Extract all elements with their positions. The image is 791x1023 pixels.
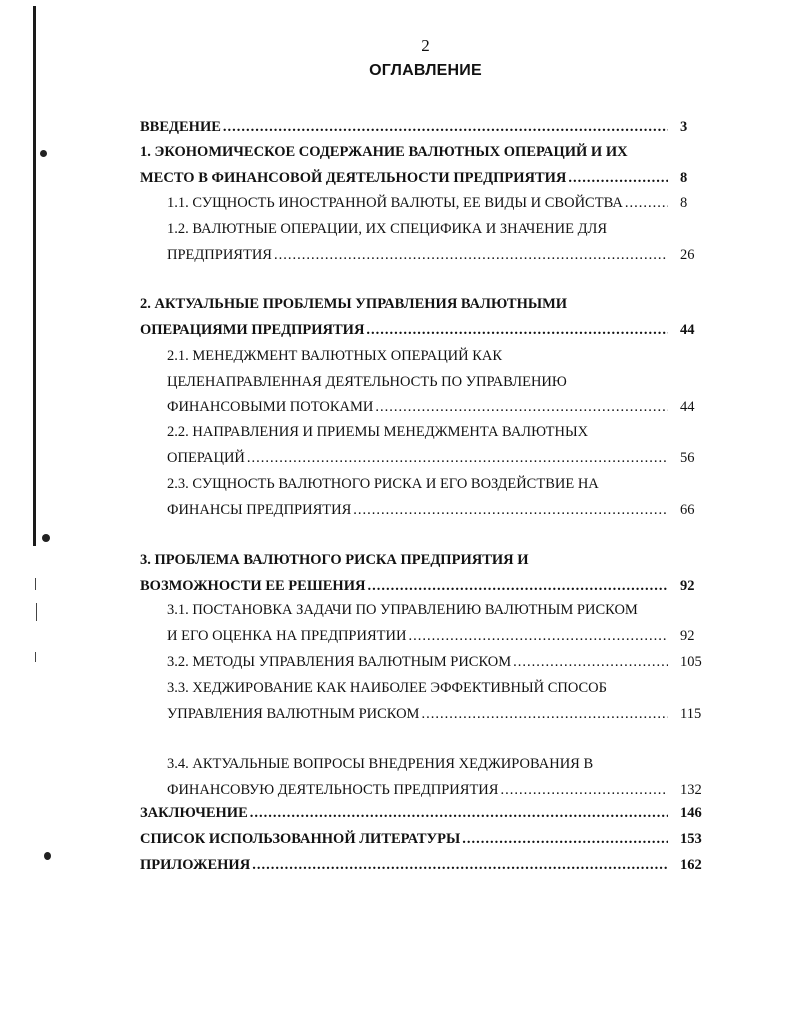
toc-entry-text: ЦЕЛЕНАПРАВЛЕННАЯ ДЕЯТЕЛЬНОСТЬ ПО УПРАВЛЕНИЮ [167,373,567,390]
toc-entry-text: 2. АКТУАЛЬНЫЕ ПРОБЛЕМЫ УПРАВЛЕНИЯ ВАЛЮТНЫМИ [140,296,568,312]
toc-leader-dots [513,652,668,672]
toc-entry-line [140,142,628,162]
toc-entry-line [140,320,668,340]
toc-leader-dots [408,626,668,646]
toc-entry-line [167,704,668,724]
toc-page-number: 92 [680,627,695,644]
toc-page-number: 8 [680,169,688,186]
toc-page-number: 8 [680,195,688,211]
toc-leader-dots [625,193,668,213]
toc-entry-text: 3.3. ХЕДЖИРОВАНИЕ КАК НАИБОЛЕЕ ЭФФЕКТИВНЫЙ СПОСОБ [167,680,607,696]
toc-page-number: 162 [680,857,702,873]
toc-entry-line [140,550,529,570]
toc-entry-line [140,829,668,849]
toc-entry-text: 3.1. ПОСТАНОВКА ЗАДАЧИ ПО УПРАВЛЕНИЮ ВАЛЮТНЫМ РИСКОМ [167,602,638,618]
toc-entry-text: ЗАКЛЮЧЕНИЕ [140,805,248,821]
toc-entry-text: 2.1. МЕНЕДЖМЕНТ ВАЛЮТНЫХ ОПЕРАЦИЙ КАК [167,348,503,364]
toc-entry-line [167,372,567,392]
toc-entry-text: ВВЕДЕНИЕ [140,119,221,135]
toc-leader-dots [366,320,668,340]
toc-entry-line [167,780,668,800]
toc-leader-dots [375,397,668,417]
toc-entry-text: ФИНАНСОВЫМИ ПОТОКАМИ [167,399,374,416]
toc-page-number: 132 [680,781,702,798]
toc-page-number: 44 [680,399,695,416]
toc-leader-dots [500,780,668,800]
toc-entry-line [167,500,668,520]
toc-leader-dots [367,576,668,596]
toc-entry-text: ВОЗМОЖНОСТИ ЕЕ РЕШЕНИЯ [140,577,366,594]
toc-entry-line [167,193,668,213]
toc-entry-text: ПРИЛОЖЕНИЯ [140,857,251,873]
toc-entry-line [167,474,599,494]
toc-leader-dots [568,168,668,188]
toc-page-number: 3 [680,119,688,135]
toc-entry-text: 2.2. НАПРАВЛЕНИЯ И ПРИЕМЫ МЕНЕДЖМЕНТА ВАЛЮТНЫХ [167,424,589,440]
toc-leader-dots [353,500,668,520]
toc-entry-line [167,678,607,698]
toc-entry-line [167,626,668,646]
toc-entry-line [140,294,567,314]
toc-entry-text: УПРАВЛЕНИЯ ВАЛЮТНЫМ РИСКОМ [167,705,420,722]
toc-leader-dots [252,855,668,875]
toc-entry-line [167,754,593,774]
toc-leader-dots [247,448,668,468]
toc-entry-text: СПИСОК ИСПОЛЬЗОВАННОЙ ЛИТЕРАТУРЫ [140,831,461,847]
toc-entry-line [167,600,638,620]
toc-entry-line [140,576,668,596]
toc-page-number: 56 [680,449,695,466]
toc-entry-line [140,117,668,137]
toc-page-number: 66 [680,501,695,518]
toc-entry-line [167,422,588,442]
toc-entry-text: ОПЕРАЦИЯМИ ПРЕДПРИЯТИЯ [140,321,365,338]
toc-entry-text: И ЕГО ОЦЕНКА НА ПРЕДПРИЯТИИ [167,627,407,644]
toc-title: ОГЛАВЛЕНИЕ [369,62,482,79]
toc-entry-text: 3.4. АКТУАЛЬНЫЕ ВОПРОСЫ ВНЕДРЕНИЯ ХЕДЖИРОВАНИЯ В [167,756,594,772]
toc-entry-text: 1.1. СУЩНОСТЬ ИНОСТРАННОЙ ВАЛЮТЫ, ЕЕ ВИДЫ И СВОЙСТВА [167,195,623,211]
toc-entry-line [140,855,668,875]
page-number: 2 [421,36,430,55]
toc-page-number: 105 [680,654,702,670]
toc-page-number: 92 [680,577,695,594]
toc-entry-line [140,168,668,188]
toc-entry-line [167,219,607,239]
toc-entry-line [167,346,502,366]
toc-entry-text: 2.3. СУЩНОСТЬ ВАЛЮТНОГО РИСКА И ЕГО ВОЗДЕЙСТВИЕ НА [167,476,599,492]
toc-entry-line [167,448,668,468]
toc-leader-dots [421,704,668,724]
toc-entry-text: МЕСТО В ФИНАНСОВОЙ ДЕЯТЕЛЬНОСТИ ПРЕДПРИЯТИЯ [140,169,567,186]
toc-page-number: 26 [680,246,695,263]
toc-leader-dots [274,245,668,265]
toc-page-number: 146 [680,805,702,821]
toc-entry-text: 3.2. МЕТОДЫ УПРАВЛЕНИЯ ВАЛЮТНЫМ РИСКОМ [167,654,512,670]
toc-page-number: 115 [680,705,702,722]
toc-leader-dots [223,117,668,137]
toc-page-number: 44 [680,321,695,338]
toc-entry-text: ФИНАНСОВУЮ ДЕЯТЕЛЬНОСТЬ ПРЕДПРИЯТИЯ [167,781,499,798]
toc-leader-dots [462,829,668,849]
toc-leader-dots [250,803,668,823]
toc-entry-text: ФИНАНСЫ ПРЕДПРИЯТИЯ [167,501,352,518]
toc-entry-text: ОПЕРАЦИЙ [167,449,245,466]
toc-entry-text: 3. ПРОБЛЕМА ВАЛЮТНОГО РИСКА ПРЕДПРИЯТИЯ И [140,552,529,568]
toc-page-number: 153 [680,831,702,847]
toc-entry-text: ПРЕДПРИЯТИЯ [167,246,272,263]
toc-entry-line [167,652,668,672]
toc-entry-text: 1.2. ВАЛЮТНЫЕ ОПЕРАЦИИ, ИХ СПЕЦИФИКА И ЗНАЧЕНИЕ ДЛЯ [167,221,607,237]
toc-entry-text: 1. ЭКОНОМИЧЕСКОЕ СОДЕРЖАНИЕ ВАЛЮТНЫХ ОПЕРАЦИЙ И ИХ [140,144,628,160]
toc-entry-line [140,803,668,823]
toc-entry-line [167,245,668,265]
toc-entry-line [167,397,668,417]
